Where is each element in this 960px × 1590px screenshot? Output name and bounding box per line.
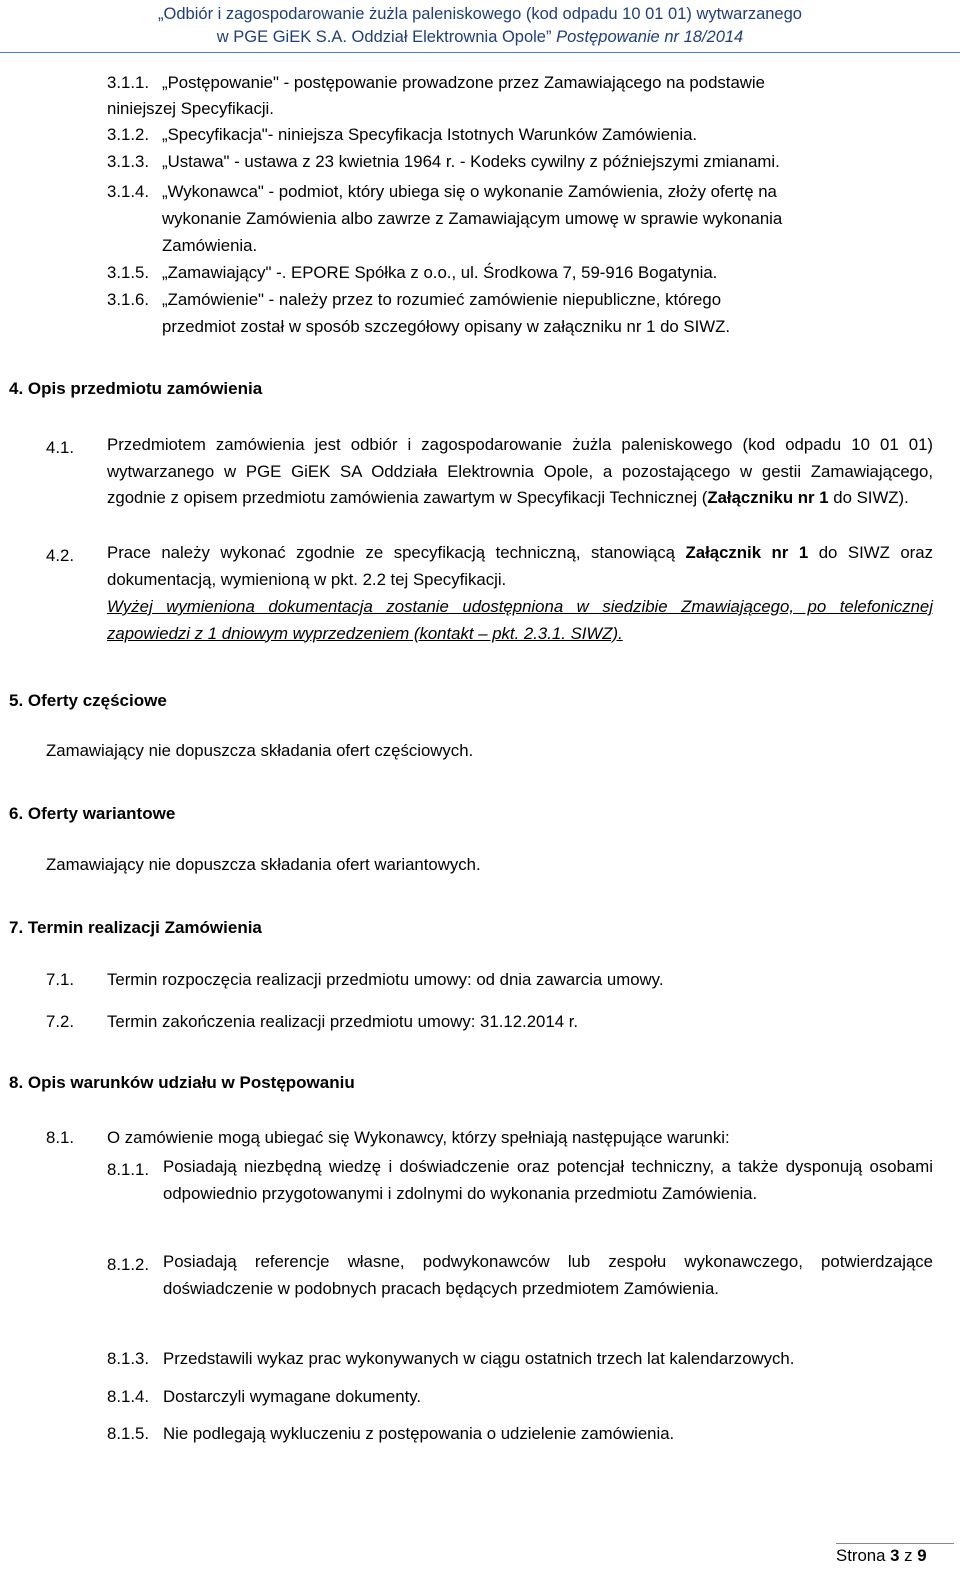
item-text: O zamówienie mogą ubiegać się Wykonawcy, którzy spełniają następujące warunki: <box>107 1128 730 1147</box>
def-number: 3.1.6. <box>107 290 149 309</box>
def-text: „Wykonawca" - podmiot, który ubiega się o wykonanie Zamówienia, złoży ofertę na <box>162 182 777 201</box>
def-number: 3.1.4. <box>107 182 149 201</box>
def-text: Zamówienia. <box>162 236 258 255</box>
def-text: niniejszej Specyfikacji. <box>107 99 274 118</box>
def-number: 3.1.2. <box>107 125 149 144</box>
header-subtitle: w PGE GiEK S.A. Oddział Elektrownia Opole” Postępowanie nr 18/2014 <box>216 28 744 46</box>
item-number: 4.1. <box>46 438 74 457</box>
sub-item-number: 8.1.3. <box>107 1349 149 1368</box>
paragraph: Prace należy wykonać zgodnie ze specyfikacją techniczną, stanowiącą Załącznik nr 1 do SIWZ oraz dokumentacją, wymienioną w pkt. 2.2 tej Specyfikacji. <box>107 543 933 589</box>
paragraph: Przedmiotem zamówienia jest odbiór i zagospodarowanie żużla paleniskowego (kod odpadu 10 01 01) wytwarzanego w PGE GiEK SA Oddziała Elektrownia Opole, a pozostającego w gestii Zamawiającego, zgodnie z opisem przedmiotu zamówienia zawartym w Specyfikacji Technicznej (Załączniku nr 1 do SIWZ). <box>107 435 933 507</box>
sub-item-text: Posiadają niezbędną wiedzę i doświadczenie oraz potencjał techniczny, a także dysponują osobami odpowiednio przygotowanymi i zdolnymi do wykonania przedmiotu Zamówienia. <box>163 1157 933 1203</box>
def-number: 3.1.1. <box>107 73 149 92</box>
footer-divider <box>836 1543 954 1544</box>
header-procedure-number: Postępowanie nr 18/2014 <box>556 28 744 46</box>
item-number: 4.2. <box>46 546 74 565</box>
underlined-note: Wyżej wymieniona dokumentacja zostanie udostępniona w siedzibie Zmawiającego, po telefonicznej zapowiedzi z 1 dniowym wyprzedzeniem (kontakt – pkt. 2.3.1. SIWZ). <box>107 597 933 643</box>
item-number: 7.2. <box>46 1012 74 1031</box>
section-heading: 4. Opis przedmiotu zamówienia <box>9 379 263 398</box>
def-text: „Ustawa" - ustawa z 23 kwietnia 1964 r. - Kodeks cywilny z późniejszymi zmianami. <box>162 152 780 171</box>
sub-item-text: Przedstawili wykaz prac wykonywanych w ciągu ostatnich trzech lat kalendarzowych. <box>163 1349 795 1368</box>
item-text: Termin zakończenia realizacji przedmiotu umowy: 31.12.2014 r. <box>107 1012 579 1031</box>
page-header <box>0 4 960 53</box>
def-text: „Zamawiający" -. EPORE Spółka z o.o., ul. Środkowa 7, 59-916 Bogatynia. <box>162 263 718 282</box>
item-text: Termin rozpoczęcia realizacji przedmiotu umowy: od dnia zawarcia umowy. <box>107 970 664 989</box>
sub-item-text: Posiadają referencje własne, podwykonawców lub zespołu wykonawczego, potwierdzające doświadczenie w podobnych pracach będących przedmiotem Zamówienia. <box>163 1252 933 1298</box>
def-number: 3.1.3. <box>107 152 149 171</box>
section-heading: 7. Termin realizacji Zamówienia <box>9 918 262 937</box>
def-text: „Zamówienie" - należy przez to rozumieć zamówienie niepubliczne, którego <box>162 290 722 309</box>
section-heading: 8. Opis warunków udziału w Postępowaniu <box>9 1073 355 1092</box>
section-heading: 5. Oferty częściowe <box>9 691 167 710</box>
item-number: 8.1. <box>46 1128 74 1147</box>
page-number: Strona 3 z 9 <box>836 1546 927 1565</box>
header-title: „Odbiór i zagospodarowanie żużla paleniskowego (kod odpadu 10 01 01) wytwarzanego <box>158 5 802 23</box>
section-text: Zamawiający nie dopuszcza składania ofert wariantowych. <box>46 855 481 874</box>
sub-item-number: 8.1.4. <box>107 1387 149 1406</box>
sub-item-text: Nie podlegają wykluczeniu z postępowania o udzielenie zamówienia. <box>163 1424 675 1443</box>
sub-item-number: 8.1.1. <box>107 1160 149 1179</box>
sub-item-number: 8.1.2. <box>107 1255 149 1274</box>
sub-item-number: 8.1.5. <box>107 1424 149 1443</box>
sub-item-text: Dostarczyli wymagane dokumenty. <box>163 1387 422 1406</box>
def-text: wykonanie Zamówienia albo zawrze z Zamawiającym umowę w sprawie wykonania <box>162 209 783 228</box>
def-text: „Postępowanie" - postępowanie prowadzone przez Zamawiającego na podstawie <box>162 73 765 92</box>
def-text: przedmiot został w sposób szczegółowy opisany w załączniku nr 1 do SIWZ. <box>162 317 731 336</box>
section-text: Zamawiający nie dopuszcza składania ofert częściowych. <box>46 741 474 760</box>
def-number: 3.1.5. <box>107 263 149 282</box>
section-heading: 6. Oferty wariantowe <box>9 804 176 823</box>
def-text: „Specyfikacja"- niniejsza Specyfikacja Istotnych Warunków Zamówienia. <box>162 125 698 144</box>
item-number: 7.1. <box>46 970 74 989</box>
